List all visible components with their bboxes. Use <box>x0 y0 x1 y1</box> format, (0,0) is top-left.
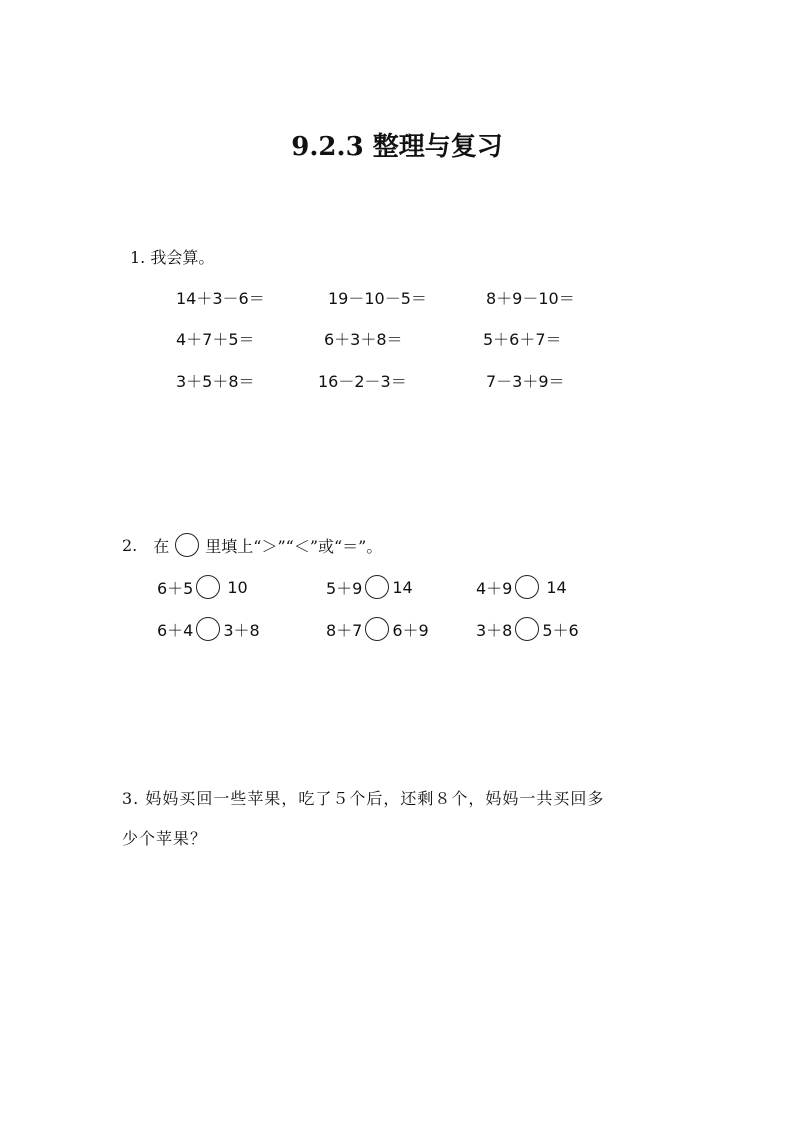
compare-right: 3＋8 <box>223 620 260 640</box>
q1-equation: 8＋9－10＝ <box>486 289 575 308</box>
q1-equation: 19－10－5＝ <box>328 289 427 308</box>
compare-right: 14 <box>546 577 567 597</box>
compare-item <box>476 617 579 641</box>
page-title: 9.2.3 整理与复习 <box>291 132 503 162</box>
q1-heading: 1. 我会算。 <box>130 248 215 267</box>
q3-line1: 3. 妈妈买回一些苹果，吃了５个后，还剩８个，妈妈一共买回多 <box>122 789 605 808</box>
q1-equation: 3＋5＋8＝ <box>176 372 255 391</box>
q1-equation: 4＋7＋5＝ <box>176 330 255 349</box>
answer-circle[interactable] <box>365 575 389 599</box>
compare-left: 6＋5 <box>157 578 194 598</box>
q1-equation: 6＋3＋8＝ <box>324 330 403 349</box>
compare-item <box>326 617 429 641</box>
q2-number: 2. <box>122 535 138 555</box>
answer-circle[interactable] <box>515 575 539 599</box>
answer-circle[interactable] <box>365 617 389 641</box>
q2-heading <box>122 533 382 557</box>
compare-left: 5＋9 <box>326 578 363 598</box>
q1-equation: 14＋3－6＝ <box>176 289 265 308</box>
answer-circle[interactable] <box>196 617 220 641</box>
compare-item <box>326 575 413 599</box>
q2-heading-pre: 在 <box>153 536 170 556</box>
answer-circle[interactable] <box>515 617 539 641</box>
q2-heading-post: 里填上“＞”“＜”或“＝”。 <box>205 536 383 556</box>
compare-item <box>476 575 567 599</box>
q1-equation: 7－3＋9＝ <box>486 372 565 391</box>
compare-left: 8＋7 <box>326 620 363 640</box>
compare-right: 10 <box>227 577 248 597</box>
compare-right: 6＋9 <box>392 620 429 640</box>
compare-item <box>157 575 248 599</box>
q3-line2: 少个苹果？ <box>122 829 208 848</box>
answer-circle[interactable] <box>196 575 220 599</box>
compare-item <box>157 617 260 641</box>
q1-equation: 16－2－3＝ <box>318 372 407 391</box>
compare-right: 5＋6 <box>542 620 579 640</box>
blank-circle-icon <box>175 533 199 557</box>
compare-left: 3＋8 <box>476 620 513 640</box>
compare-right: 14 <box>392 577 413 597</box>
compare-left: 6＋4 <box>157 620 194 640</box>
compare-left: 4＋9 <box>476 578 513 598</box>
q1-equation: 5＋6＋7＝ <box>483 330 562 349</box>
